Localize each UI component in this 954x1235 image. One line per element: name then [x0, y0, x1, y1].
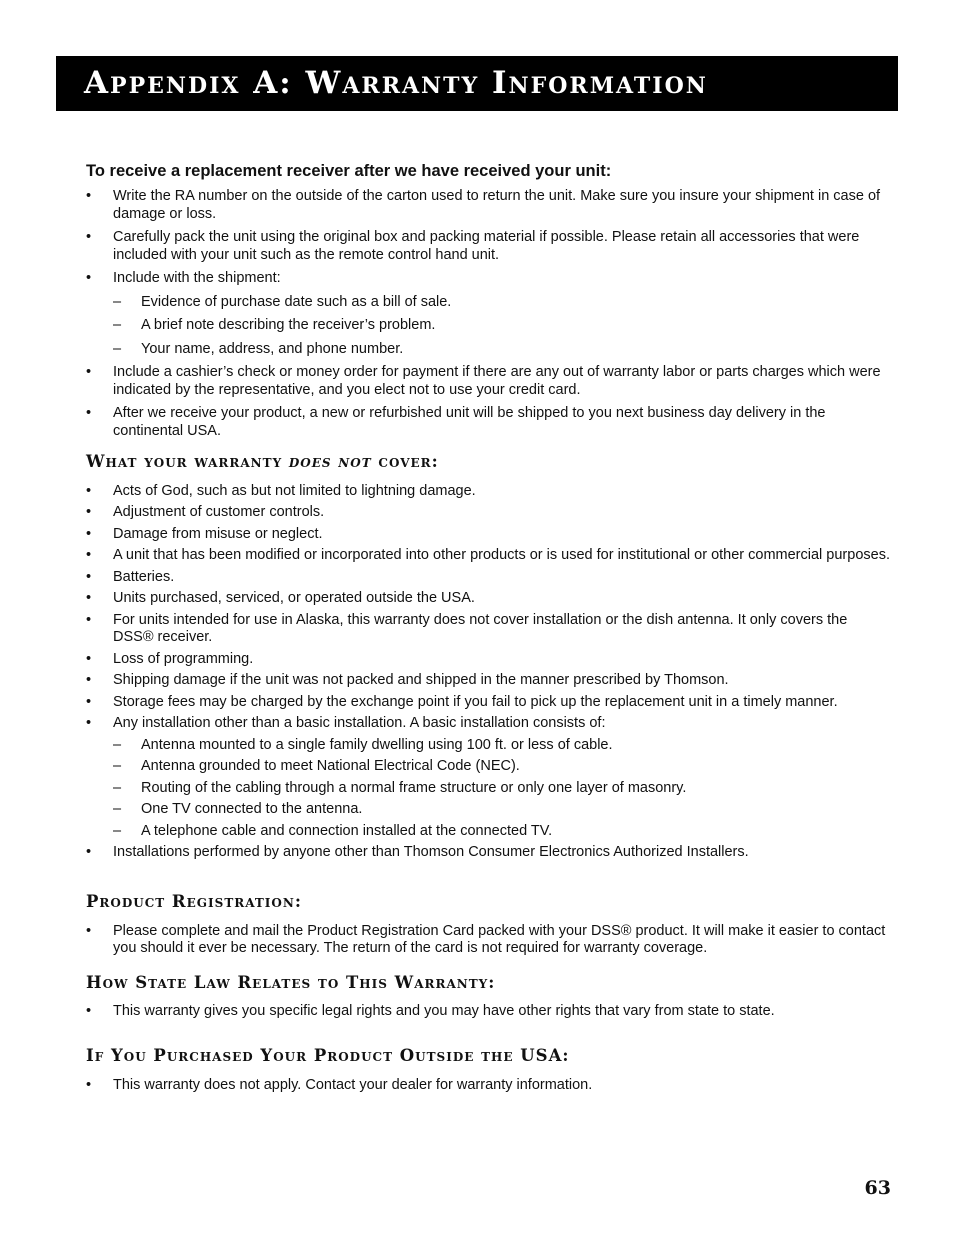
- bullet-icon: •: [86, 270, 92, 286]
- registration-heading: Product Registration:: [86, 891, 302, 911]
- sublist-item: – Your name, address, and phone number.: [113, 340, 404, 357]
- replacement-heading: To receive a replacement receiver after we have received your unit:: [86, 162, 612, 180]
- list-item: • Write the RA number on the outside of the carton used to return the unit. Make sure you insure your shipment in case of damage or loss.: [86, 188, 881, 222]
- bullet-icon: •: [86, 844, 92, 861]
- sublist-item: – Antenna grounded to meet National Electrical Code (NEC).: [113, 758, 520, 775]
- list-item: • This warranty gives you specific legal rights and you may have other rights that vary from state to state.: [86, 1003, 775, 1020]
- sublist-item: – A telephone cable and connection installed at the connected TV.: [113, 822, 553, 839]
- dash-icon: –: [113, 293, 122, 310]
- list-item: • This warranty does not apply. Contact your dealer for warranty information.: [86, 1076, 593, 1093]
- list-item: • Adjustment of customer controls.: [86, 504, 325, 521]
- bullet-icon: •: [86, 611, 92, 628]
- bullet-icon: •: [86, 229, 92, 245]
- shipment-sublist: [113, 294, 891, 359]
- dash-icon: –: [113, 340, 122, 357]
- bullet-icon: •: [86, 693, 92, 710]
- list-item: • Please complete and mail the Product Registration Card packed with your DSS® product. It will make it easier to contact you should it ever be necessary. The return of the card is not required for warranty coverage.: [86, 922, 886, 957]
- document-body: [86, 162, 891, 1094]
- outside-usa-list: [86, 1077, 891, 1095]
- dash-icon: –: [113, 317, 122, 333]
- sublist-item: – One TV connected to the antenna.: [113, 801, 363, 818]
- list-item: • Loss of programming.: [86, 650, 254, 667]
- bullet-icon: •: [86, 364, 92, 380]
- list-item: • Carefully pack the unit using the original box and packing material if possible. Please retain all accessories that were included with your unit such as the remote control hand unit.: [86, 229, 860, 263]
- dash-icon: –: [113, 822, 122, 839]
- bullet-icon: •: [86, 568, 92, 585]
- not-cover-heading: What your warranty does not cover:: [86, 452, 439, 471]
- list-item: • For units intended for use in Alaska, this warranty does not cover installation or the dish antenna. It only covers the DSS® receiver.: [86, 611, 848, 646]
- dash-icon: –: [113, 801, 122, 818]
- sublist-item: – A brief note describing the receiver’s problem.: [113, 317, 436, 333]
- dash-icon: –: [113, 758, 122, 775]
- list-item: • A unit that has been modified or incorporated into other products or is used for institutional or other commercial purposes.: [86, 547, 890, 564]
- bullet-icon: •: [86, 525, 92, 542]
- bullet-icon: •: [86, 672, 92, 689]
- list-item: • Include a cashier’s check or money order for payment if there are any out of warranty labor or parts charges which were indicated by the representative, and you elect not to use your credit card.: [86, 364, 881, 398]
- appendix-banner: [56, 56, 898, 111]
- sublist-item: – Evidence of purchase date such as a bill of sale.: [113, 293, 452, 310]
- bullet-icon: •: [86, 188, 92, 204]
- outside-usa-heading: If You Purchased Your Product Outside the USA:: [86, 1045, 570, 1065]
- registration-list: [86, 923, 891, 958]
- list-item: • Acts of God, such as but not limited to lightning damage.: [86, 482, 476, 499]
- installation-sublist: [113, 737, 891, 841]
- dash-icon: –: [113, 779, 122, 796]
- list-item: • Units purchased, serviced, or operated outside the USA.: [86, 590, 475, 607]
- list-item: • Storage fees may be charged by the exchange point if you fail to pick up the replacement unit in a timely manner.: [86, 693, 838, 710]
- bullet-icon: •: [86, 922, 92, 939]
- bullet-icon: •: [86, 1076, 92, 1093]
- sublist-item: – Antenna mounted to a single family dwelling using 100 ft. or less of cable.: [113, 736, 613, 753]
- page-number: 63: [864, 1177, 891, 1199]
- bullet-icon: •: [86, 590, 92, 607]
- page-title: Appendix A: Warranty Information: [84, 65, 708, 101]
- bullet-icon: •: [86, 1003, 92, 1020]
- state-law-heading: How State Law Relates to This Warranty:: [86, 972, 496, 992]
- list-item: • Shipping damage if the unit was not packed and shipped in the manner prescribed by Thomson.: [86, 672, 729, 689]
- list-item: • Batteries.: [86, 568, 175, 585]
- bullet-icon: •: [86, 482, 92, 499]
- replacement-list: [86, 188, 891, 440]
- bullet-icon: •: [86, 504, 92, 521]
- state-law-list: [86, 1003, 891, 1021]
- bullet-icon: •: [86, 715, 92, 732]
- bullet-icon: •: [86, 650, 92, 667]
- bullet-icon: •: [86, 547, 92, 564]
- list-item: • Damage from misuse or neglect.: [86, 525, 323, 542]
- list-item: • Include with the shipment: – Evidence of purchase date such as a bill of sale. – A brief note describing the receiver’s problem. – Your name, address, and phone number.: [86, 270, 891, 358]
- list-item: • After we receive your product, a new or refurbished unit will be shipped to you next business day delivery in the continental USA.: [86, 405, 826, 439]
- dash-icon: –: [113, 736, 122, 753]
- list-item: • Installations performed by anyone other than Thomson Consumer Electronics Authorized Installers.: [86, 844, 749, 861]
- bullet-icon: •: [86, 405, 92, 421]
- not-cover-list: [86, 483, 891, 862]
- sublist-item: – Routing of the cabling through a normal frame structure or only one layer of masonry.: [113, 779, 687, 796]
- list-item: • Any installation other than a basic installation. A basic installation consists of: – Antenna mounted to a single family dwelling using 100 ft. or less of cable. – Antenna grounded to meet National Electrical Code (NEC). – Routing of the cabling through a normal frame structure or only one layer of masonry. – One TV connected to the antenna. – A telephone cable and connection installed at the connected TV.: [86, 715, 891, 840]
